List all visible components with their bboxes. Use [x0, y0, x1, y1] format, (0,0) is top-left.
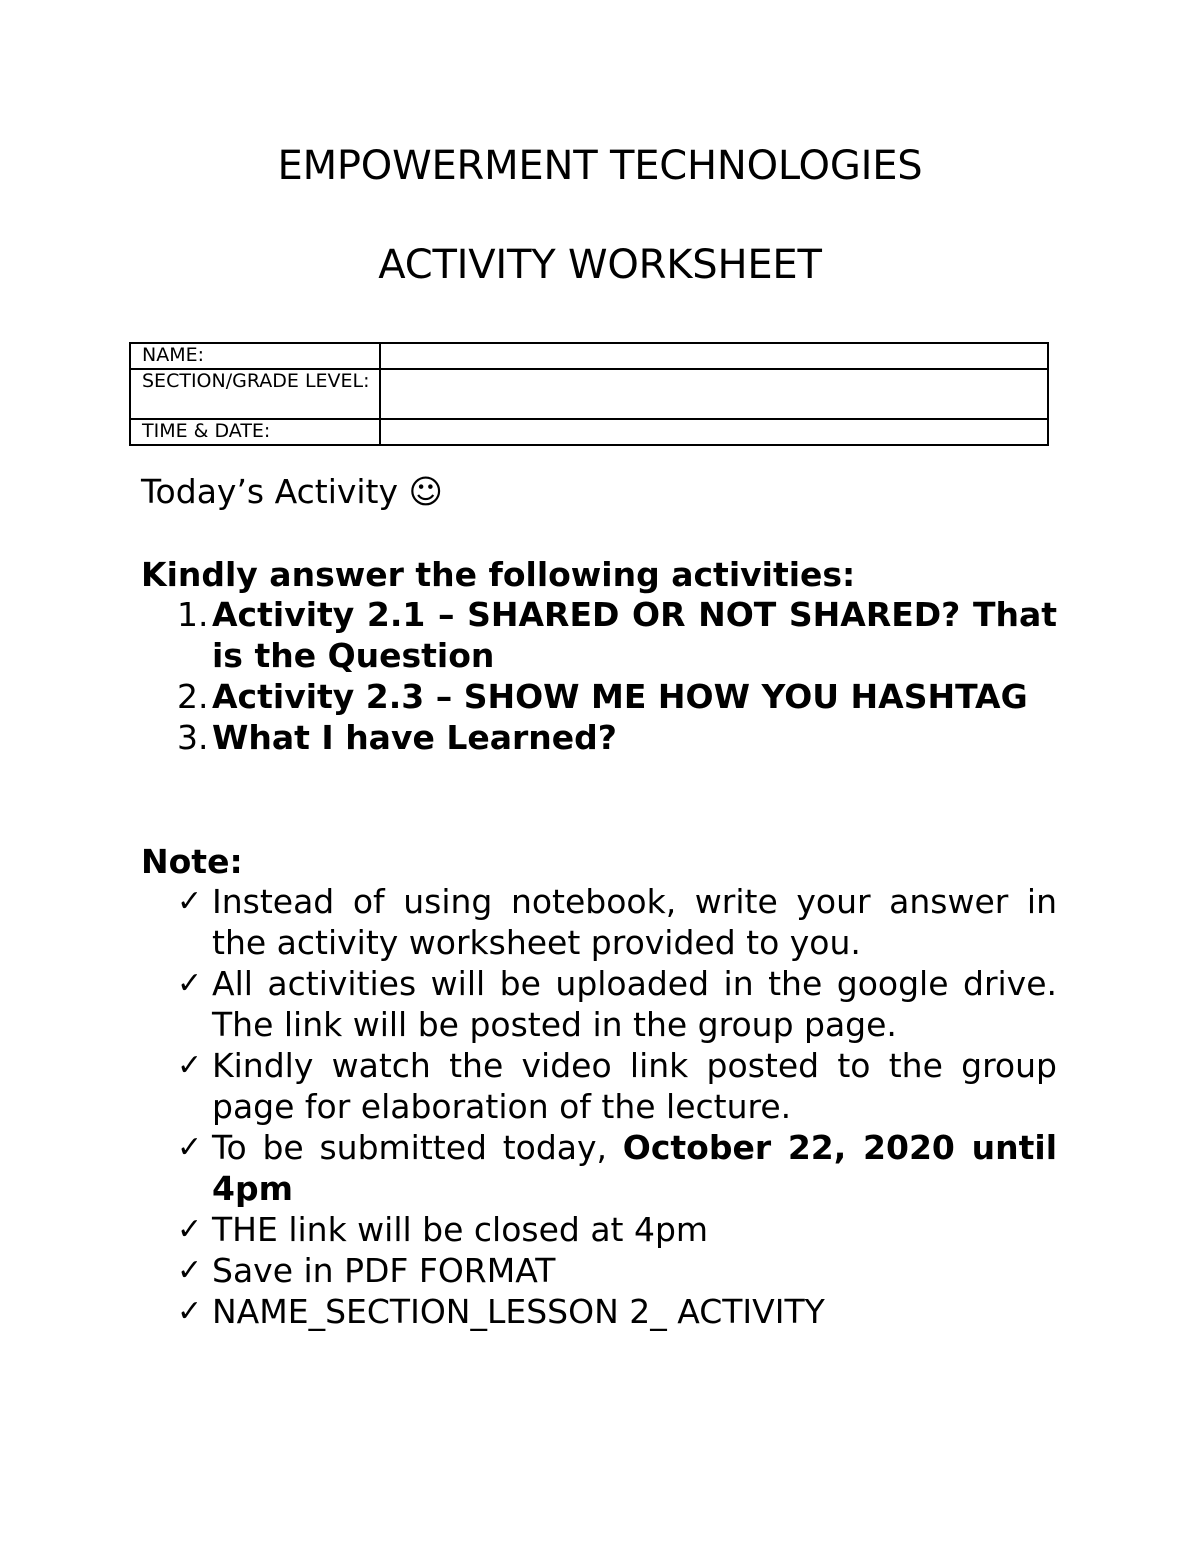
activity-list [141, 594, 1057, 758]
list-item [141, 1291, 1057, 1332]
list-item [141, 717, 1057, 758]
checkmark-icon: ✓ [177, 1253, 203, 1288]
checkmark-icon: ✓ [177, 1130, 203, 1165]
document-subtitle: ACTIVITY WORKSHEET [378, 242, 822, 288]
section-grade-label: SECTION/GRADE LEVEL: [130, 369, 380, 419]
note-text: Instead of using notebook, write your answer in the activity worksheet provided to you. [212, 882, 1057, 962]
list-item [141, 676, 1057, 717]
list-item [141, 1209, 1057, 1250]
document-title: EMPOWERMENT TECHNOLOGIES [277, 143, 923, 189]
list-item [141, 881, 1057, 963]
note-list [141, 881, 1057, 1332]
instructions-heading: Kindly answer the following activities: [141, 555, 856, 594]
table-row [130, 419, 1048, 445]
section-grade-field[interactable] [380, 369, 1048, 419]
note-text: THE link will be closed at 4pm [212, 1210, 709, 1249]
list-number: 3. [177, 718, 209, 757]
list-item [141, 1250, 1057, 1291]
note-text: NAME_SECTION_LESSON 2_ ACTIVITY [212, 1292, 825, 1331]
time-date-label: TIME & DATE: [130, 419, 380, 445]
note-text: All activities will be uploaded in the google drive. The link will be posted in the group page. [212, 964, 1057, 1044]
table-row [130, 343, 1048, 369]
activity-text: Activity 2.3 – SHOW ME HOW YOU HASHTAG [212, 677, 1028, 716]
note-text: Save in PDF FORMAT [212, 1251, 556, 1290]
activity-text: Activity 2.1 – SHARED OR NOT SHARED? That is the Question [212, 595, 1057, 675]
activity-heading: Today’s Activity ☺ [141, 472, 443, 511]
list-item [141, 1127, 1057, 1209]
list-item [141, 963, 1057, 1045]
note-text: Kindly watch the video link posted to the group page for elaboration of the lecture. [212, 1046, 1057, 1126]
checkmark-icon: ✓ [177, 1294, 203, 1329]
activity-text: What I have Learned? [212, 718, 617, 757]
name-field[interactable] [380, 343, 1048, 369]
name-label: NAME: [130, 343, 380, 369]
deadline-text: October 22, 2020 until 4pm [212, 1128, 1058, 1208]
list-item [141, 594, 1057, 676]
note-heading: Note: [141, 842, 243, 881]
list-number: 2. [177, 677, 209, 716]
checkmark-icon: ✓ [177, 1048, 203, 1083]
list-number: 1. [177, 595, 209, 634]
checkmark-icon: ✓ [177, 884, 203, 919]
note-text: To be submitted today, [212, 1128, 623, 1167]
checkmark-icon: ✓ [177, 966, 203, 1001]
checkmark-icon: ✓ [177, 1212, 203, 1247]
student-info-table [129, 342, 1049, 446]
list-item [141, 1045, 1057, 1127]
table-row [130, 369, 1048, 419]
time-date-field[interactable] [380, 419, 1048, 445]
